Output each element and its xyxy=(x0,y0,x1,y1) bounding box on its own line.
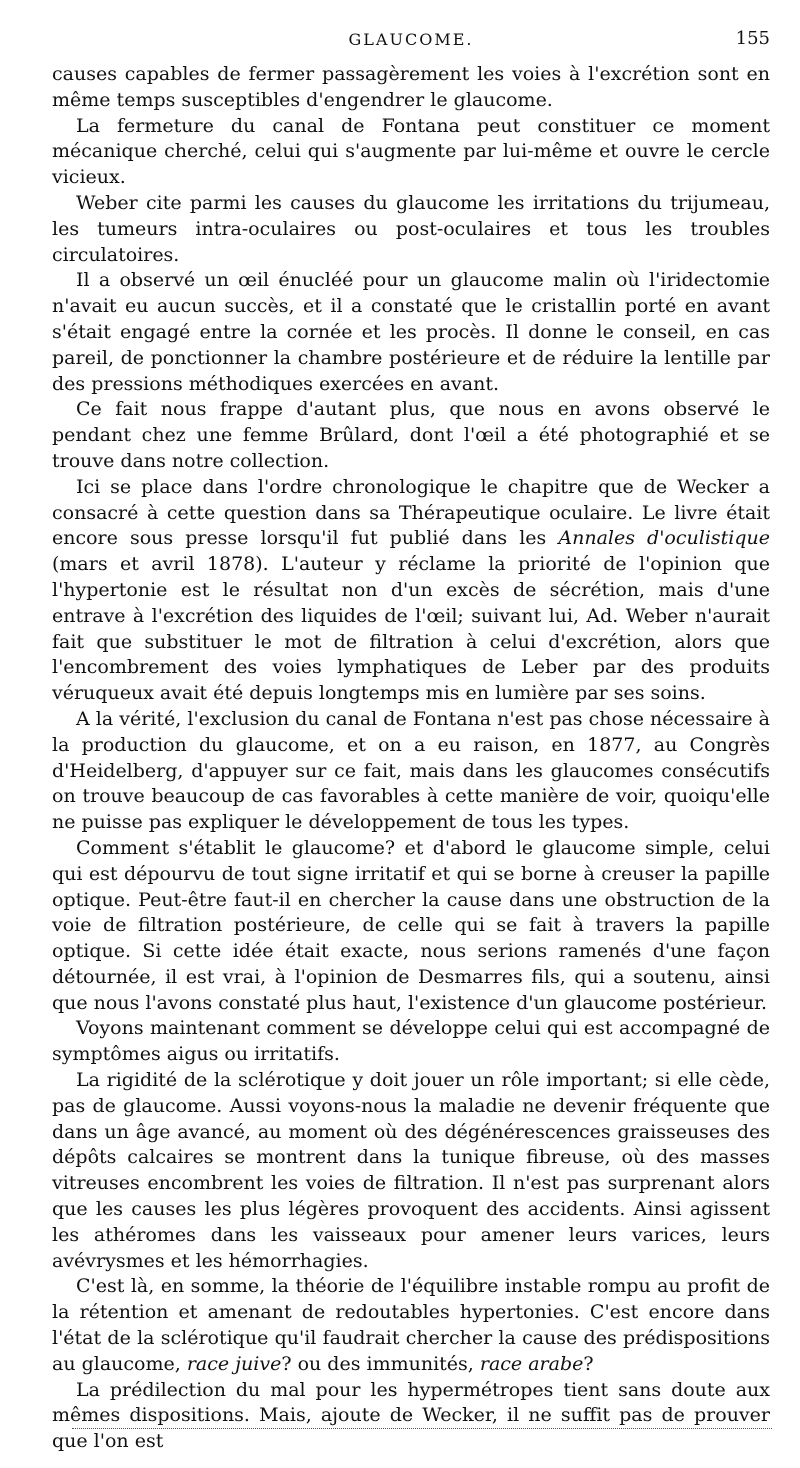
running-title: GLAUCOME. xyxy=(348,30,474,49)
text-run: La fermeture du canal de Fontana peut constituer ce moment mécanique cherché, celui qui s'augmente par lui-même et ouvre le cercle vicieux. xyxy=(52,114,770,189)
paragraph xyxy=(52,707,770,836)
text-run: Ici se place dans l'ordre chronologique le chapitre que de Wecker a consacré à cette question dans sa Thérapeutique oculaire. Le livre était encore sous presse lorsqu'il fut publié dans les xyxy=(52,475,770,550)
footer-dotted-rule xyxy=(72,1428,772,1429)
paragraph xyxy=(52,62,770,114)
text-run: Ce fait nous frappe d'autant plus, que nous en avons observé le pendant chez une femme Brûlard, dont l'œil a été photographié et se trouve dans notre collection. xyxy=(52,398,770,472)
text-run: ? xyxy=(583,1352,594,1375)
text-run: Comment s'établit le glaucome? et d'abord le glaucome simple, celui qui est dépourvu de tout signe irritatif et qui se borne à creuser la papille optique. Peut-être faut-il en chercher la cause dans une obstruction de la voie de filtration postérieure, de celle qui se fait à travers la papille optique. Si cette idée était exacte, nous serions ramenés d'une façon détournée, il est vrai, à l'opinion de Desmarres fils, qui a soutenu, ainsi que nous l'avons constaté plus haut, l'existence d'un glaucome postérieur. xyxy=(52,836,770,1014)
paragraph xyxy=(52,836,770,1017)
paragraph xyxy=(52,1274,770,1377)
text-run: Voyons maintenant comment se développe celui qui est accompagné de symptômes aigus ou irritatifs. xyxy=(52,1017,770,1066)
paragraph xyxy=(52,114,770,191)
text-run: Weber cite parmi les causes du glaucome les irritations du trijumeau, les tumeurs intra-oculaires ou post-oculaires et tous les troubles circulatoires. xyxy=(52,191,770,266)
paragraph xyxy=(52,475,770,707)
paragraph xyxy=(52,1378,770,1455)
paragraph xyxy=(52,397,770,474)
text-run: causes capables de fermer passagèrement les voies à l'excrétion sont en même temps susceptibles d'engendrer le glaucome. xyxy=(52,63,770,111)
text-run: C'est là, en somme, la théorie de l'équilibre instable rompu au profit de la rétention et amenant de redoutables hypertonies. C'est encore dans l'état de la sclérotique qu'il faudrait chercher la cause des prédispositions au glaucome, xyxy=(52,1275,770,1375)
running-head xyxy=(52,28,770,54)
text-run: ? ou des immunités, xyxy=(281,1352,480,1375)
paragraph xyxy=(52,1068,770,1274)
paragraph xyxy=(52,191,770,268)
text-run: La prédilection du mal pour les hypermétropes tient sans doute aux mêmes dispositions. Mais, ajoute de Wecker, il ne suffit pas de prouver que l'on est xyxy=(52,1378,770,1453)
text-run: Il a observé un œil énucléé pour un glaucome malin où l'iridectomie n'avait eu aucun succès, et il a constaté que le cristallin porté en avant s'était engagé entre la cornée et les procès. Il donne le conseil, en cas pareil, de ponctionner la chambre postérieure et de réduire la lentille par des pressions méthodiques exercées en avant. xyxy=(52,269,770,395)
italic-phrase: race juive xyxy=(186,1352,282,1375)
body-text xyxy=(52,62,770,1455)
text-run: (mars et avril 1878). L'auteur y réclame la priorité de l'opinion que l'hypertonie est le résultat non d'un excès de sécrétion, mais d'une entrave à l'excrétion des liquides de l'œil; suivant lui, Ad. Weber n'aurait fait que substituer le mot de filtration à celui d'excrétion, alors que l'encombrement des voies lymphatiques de Leber par des produits véruqueux avait été depuis longtemps mis en lumière par ses soins. xyxy=(52,553,770,705)
paragraph xyxy=(52,268,770,397)
journal-title: Annales d'oculistique xyxy=(558,527,770,550)
italic-phrase: race arabe xyxy=(479,1352,584,1375)
text-run: A la vérité, l'exclusion du canal de Fontana n'est pas chose nécessaire à la production du glaucome, et on a eu raison, en 1877, au Congrès d'Heidelberg, d'appuyer sur ce fait, mais dans les glaucomes consécutifs on trouve beaucoup de cas favorables à cette manière de voir, quoiqu'elle ne puisse pas expliquer le développement de tous les types. xyxy=(52,707,770,834)
text-run: La rigidité de la sclérotique y doit jouer un rôle important; si elle cède, pas de glaucome. Aussi voyons-nous la maladie ne devenir fréquente que dans un âge avancé, au moment où des dégénérescences graisseuses des dépôts calcaires se montrent dans la tunique fibreuse, où des masses vitreuses encombrent les voies de filtration. Il n'est pas surprenant alors que les causes les plus légères provoquent des accidents. Ainsi agissent les athéromes dans les vaisseaux pour amener leurs varices, leurs avévrysmes et les hémorrhagies. xyxy=(52,1069,770,1272)
page-number: 155 xyxy=(735,28,770,49)
paragraph xyxy=(52,1016,770,1068)
